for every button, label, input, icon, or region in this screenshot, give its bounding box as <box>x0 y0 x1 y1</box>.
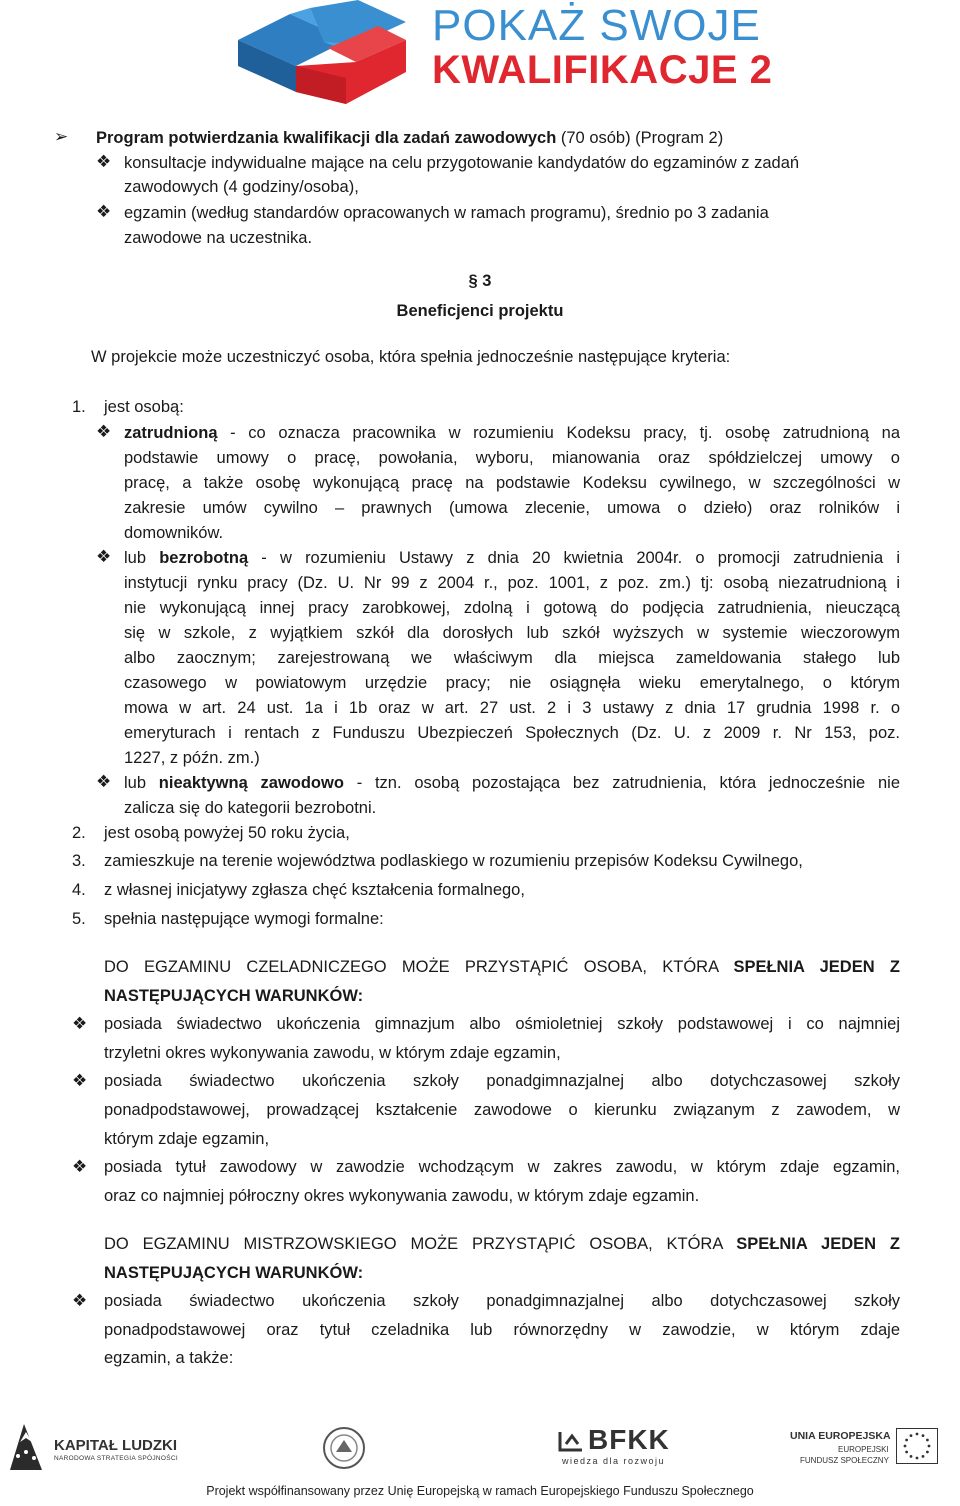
kapital-ludzki-title: KAPITAŁ LUDZKI <box>54 1437 178 1454</box>
cofinance-note: Projekt współfinansowany przez Unię Europejską w ramach Europejskiego Funduszu Społecznego <box>206 1484 754 1498</box>
diamond-bullet-icon: ❖ <box>72 1157 88 1176</box>
section-intro: W projekcie może uczestniczyć osoba, która spełnia jednocześnie następujące kryteria: <box>91 348 731 366</box>
apprentice-b3-line-1: posiada tytuł zawodowy w zawodzie wchodzącym w zakres zawodu, w którym zdaje egzamin, <box>104 1158 900 1176</box>
unemployed-line-5: albo zaocznym; zarejestrowaną we właściwym dla miejsca zameldowania stałego lub <box>124 649 900 667</box>
unemployed-line-6: czasowego w powiatowym urzędzie pracy; nie osiągnęła wieku emerytalnego, o którym <box>124 674 900 692</box>
bfkk-name: BFKK <box>588 1424 670 1455</box>
criterion-3-text: zamieszkuje na terenie województwa podlaskiego w rozumieniu przepisów Kodeksu Cywilnego, <box>104 852 803 870</box>
apprentice-b2-line-2: ponadpodstawowej, prowadzącej kształcenie zawodowe o kierunku związanym z zawodem, w <box>104 1101 900 1119</box>
section-title: Beneficjenci projektu <box>396 302 564 320</box>
logo-cube-icon <box>228 0 418 105</box>
apprentice-b2-line-1: posiada świadectwo ukończenia szkoły ponadgimnazjalnej albo dotychczasowej szkoły <box>104 1072 900 1090</box>
unemployed-line-1: lub bezrobotną - w rozumieniu Ustawy z dnia 20 kwietnia 2004r. o promocji zatrudnienia i <box>124 549 900 567</box>
unemployed-line-9: 1227, z późn. zm.) <box>124 749 260 767</box>
criterion-2-number: 2. <box>72 824 86 842</box>
apprentice-heading-line-2: NASTĘPUJĄCYCH WARUNKÓW: <box>104 987 364 1005</box>
apprentice-b2-line-3: którym zdaje egzamin, <box>104 1130 270 1148</box>
employed-line-1: zatrudnioną - co oznacza pracownika w rozumieniu Kodeksu pracy, tj. osobę zatrudnioną na <box>124 424 900 442</box>
unemployed-line-4: się w szkole, z wyjątkiem szkół dla dorosłych lub szkół wyższych w systemie wieczorowym <box>124 624 900 642</box>
section-number: § 3 <box>468 272 492 290</box>
master-b1-line-1: posiada świadectwo ukończenia szkoły ponadgimnazjalnej albo dotychczasowej szkoły <box>104 1292 900 1310</box>
ue-line-2: EUROPEJSKI <box>838 1445 889 1454</box>
master-heading-line-2: NASTĘPUJĄCYCH WARUNKÓW: <box>104 1264 364 1282</box>
employed-line-5: domowników. <box>124 524 224 542</box>
unemployed-line-8: emeryturach i rentach z Funduszu Ubezpieczeń Społecznych (Dz. U. z 2009 r. Nr 153, poz. <box>124 724 900 742</box>
master-heading-line-1: DO EGZAMINU MISTRZOWSKIEGO MOŻE PRZYSTĄPIĆ OSOBA, KTÓRA SPEŁNIA JEDEN Z <box>104 1235 900 1253</box>
criterion-2-text: jest osobą powyżej 50 roku życia, <box>104 824 350 842</box>
diamond-bullet-icon: ❖ <box>72 1014 88 1033</box>
logo-title-line2: KWALIFIKACJE 2 <box>432 48 773 92</box>
criterion-1-text: jest osobą: <box>104 398 184 416</box>
master-b1-line-3: egzamin, a także: <box>104 1349 234 1367</box>
inactive-line-1: lub nieaktywną zawodowo - tzn. osobą pozostająca bez zatrudnienia, która jednocześnie nie <box>124 774 900 792</box>
ue-line-3: FUNDUSZ SPOŁECZNY <box>800 1456 889 1465</box>
employed-line-2: podstawie umowy o pracę, powołania, wyboru, mianowania oraz spółdzielczej umowy o <box>124 449 900 467</box>
program-bullet-1-line-1: konsultacje indywidualne mające na celu przygotowanie kandydatów do egzaminów z zadań <box>124 154 800 172</box>
criterion-5-number: 5. <box>72 910 86 928</box>
program-bullet-2-line-2: zawodowe na uczestnika. <box>124 229 313 247</box>
seal-logo-icon <box>322 1426 366 1470</box>
diamond-bullet-icon: ❖ <box>96 772 112 791</box>
employed-line-4: zakresie umów cywilno – prawnych (umowa zlecenie, umowa o dzieło) oraz rolników i <box>124 499 900 517</box>
apprentice-b1-line-2: trzyletni okres wykonywania zawodu, w którym zdaje egzamin, <box>104 1044 561 1062</box>
kapital-ludzki-subtitle: NARODOWA STRATEGIA SPÓJNOŚCI <box>54 1455 178 1462</box>
apprentice-b1-line-1: posiada świadectwo ukończenia gimnazjum albo ośmioletniej szkoły podstawowej i co najmniej <box>104 1015 900 1033</box>
program-heading <box>96 127 723 149</box>
inactive-line-2: zalicza się do kategorii bezrobotni. <box>124 799 377 817</box>
diamond-bullet-icon: ❖ <box>96 547 112 566</box>
criterion-3-number: 3. <box>72 852 86 870</box>
apprentice-b3-line-2: oraz co najmniej półroczny okres wykonywania zawodu, w którym zdaje egzamin. <box>104 1187 700 1205</box>
bfkk-mark-icon <box>558 1430 584 1452</box>
unemployed-line-3: nie wykonującą innej pracy zarobkowej, zdolną i gotową do podjęcia zatrudnienia, nieuczącą <box>124 599 900 617</box>
diamond-bullet-icon: ❖ <box>96 202 112 221</box>
apprentice-heading-line-1: DO EGZAMINU CZELADNICZEGO MOŻE PRZYSTĄPIĆ OSOBA, KTÓRA SPEŁNIA JEDEN Z <box>104 958 900 976</box>
program-bullet-2-line-1: egzamin (według standardów opracowanych w ramach programu), średnio po 3 zadania <box>124 204 769 222</box>
eu-flag-icon <box>896 1428 938 1464</box>
ue-line-1: UNIA EUROPEJSKA <box>790 1430 891 1442</box>
kapital-ludzki-logo-icon <box>6 1420 46 1472</box>
diamond-bullet-icon: ❖ <box>96 422 112 441</box>
unemployed-line-2: instytucji rynku pracy (Dz. U. Nr 99 z 2004 r., poz. 1001, z poz. zm.) tj: osobą niezatrudnioną i <box>124 574 900 592</box>
criterion-1-number: 1. <box>72 398 86 416</box>
criterion-5-text: spełnia następujące wymogi formalne: <box>104 910 384 928</box>
diamond-bullet-icon: ❖ <box>72 1291 88 1310</box>
program-bullet-1-line-2: zawodowych (4 godziny/osoba), <box>124 178 359 196</box>
program-title: Program potwierdzania kwalifikacji dla zadań zawodowych <box>96 129 557 147</box>
diamond-bullet-icon: ❖ <box>72 1071 88 1090</box>
arrow-bullet-icon: ➢ <box>54 127 69 146</box>
criterion-4-text: z własnej inicjatywy zgłasza chęć kształcenia formalnego, <box>104 881 525 899</box>
diamond-bullet-icon: ❖ <box>96 152 112 171</box>
program-title-rest: (70 osób) (Program 2) <box>556 129 724 147</box>
unemployed-line-7: mowa w art. 24 ust. 1a i 1b oraz w art. 27 ust. 2 i 3 ustawy z dnia 17 grudnia 1998 r. o <box>124 699 900 717</box>
employed-line-3: pracę, a także osobę wykonującą pracę na podstawie Kodeksu cywilnego, w szczególności w <box>124 474 900 492</box>
criterion-4-number: 4. <box>72 881 86 899</box>
bfkk-subtitle: wiedza dla rozwoju <box>562 1456 666 1466</box>
master-b1-line-2: ponadpodstawowej oraz tytuł czeladnika lub równorzędny w zawodzie, w którym zdaje <box>104 1321 900 1339</box>
logo-title-line1: POKAŻ SWOJE <box>432 1 761 50</box>
